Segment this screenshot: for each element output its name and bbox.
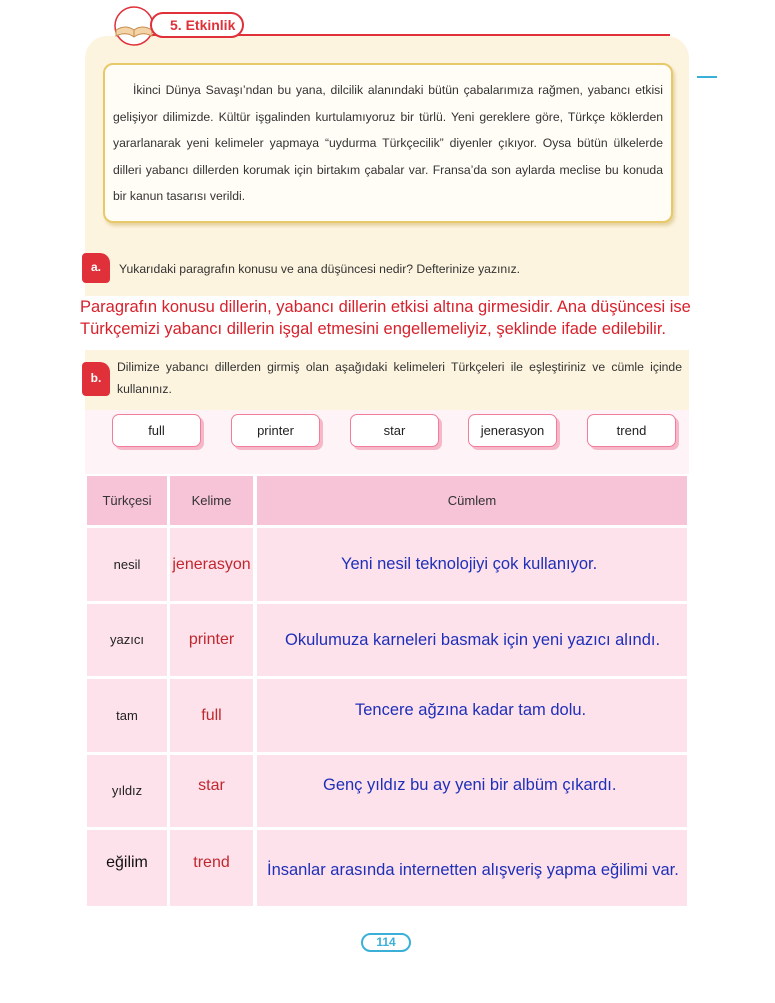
table-cell-word: star xyxy=(170,755,253,827)
word-chip: jenerasyon xyxy=(468,414,557,447)
question-a-text: Yukarıdaki paragrafın konusu ve ana düşüncesi nedir? Defterinize yazınız. xyxy=(119,262,521,276)
activity-label: 5. Etkinlik xyxy=(150,12,244,38)
margin-mark xyxy=(697,76,717,78)
answer-a: Paragrafın konusu dillerin, yabancı dillerin etkisi altına girmesidir. Ana düşüncesi ise Türkçemizi yabancı dillerin işgal etmesini engellemeliyiz, şeklinde ifade edilebilir. xyxy=(80,298,691,338)
question-b-tag: b. xyxy=(82,362,110,396)
word-chip: full xyxy=(112,414,201,447)
table-cell-word: printer xyxy=(170,604,253,676)
header-turkish: Türkçesi xyxy=(87,476,167,525)
page-number: 114 xyxy=(361,933,411,952)
table-cell-word: trend xyxy=(170,830,253,906)
table-cell-word: full xyxy=(170,679,253,752)
table-cell-sentence: Yeni nesil teknolojiyi çok kullanıyor. xyxy=(257,528,687,601)
header-sentence: Cümlem xyxy=(257,476,687,525)
table-cell-turkish: tam xyxy=(87,679,167,752)
word-chip: star xyxy=(350,414,439,447)
table-cell-word: jenerasyon xyxy=(170,528,253,601)
word-chip: trend xyxy=(587,414,676,447)
matching-table xyxy=(85,474,689,908)
question-a-tag: a. xyxy=(82,253,110,283)
reading-paragraph-box xyxy=(103,63,673,223)
table-cell-turkish: yazıcı xyxy=(87,604,167,676)
question-b-text: Dilimize yabancı dillerden girmiş olan aşağıdaki kelimeleri Türkçeleri ile eşleştiriniz ve cümle içinde kullanınız. xyxy=(117,360,682,396)
table-cell-sentence: Genç yıldız bu ay yeni bir albüm çıkardı. xyxy=(257,755,687,827)
table-cell-turkish: yıldız xyxy=(87,755,167,827)
table-cell-turkish: nesil xyxy=(87,528,167,601)
table-cell-sentence: Tencere ağzına kadar tam dolu. xyxy=(257,679,687,752)
reading-paragraph: İkinci Dünya Savaşı’ndan bu yana, dilcilik alanındaki bütün çabalarımıza rağmen, yabancı etkisi gelişiyor dilimizde. Kültür işgalinden kurtulamıyoruz bir türlü. Yeni gereklere göre, Türkçe köklerden yararlanarak yeni kelimeler yapmaya “uydurma Türkçecilik” diyenler çıkıyor. Oysa bütün ülkelerde dilleri yabancı dillerden korumak için birtakım çabalar var. Fransa’da son aylarda meclise bu konuda bir kanun tasarısı verildi. xyxy=(113,83,663,203)
table-cell-sentence: Okulumuza karneleri basmak için yeni yazıcı alındı. xyxy=(257,604,687,676)
table-cell-sentence: İnsanlar arasında internetten alışveriş yapma eğilimi var. xyxy=(257,830,687,906)
header-word: Kelime xyxy=(170,476,253,525)
word-chip: printer xyxy=(231,414,320,447)
table-cell-turkish: eğilim xyxy=(87,830,167,906)
